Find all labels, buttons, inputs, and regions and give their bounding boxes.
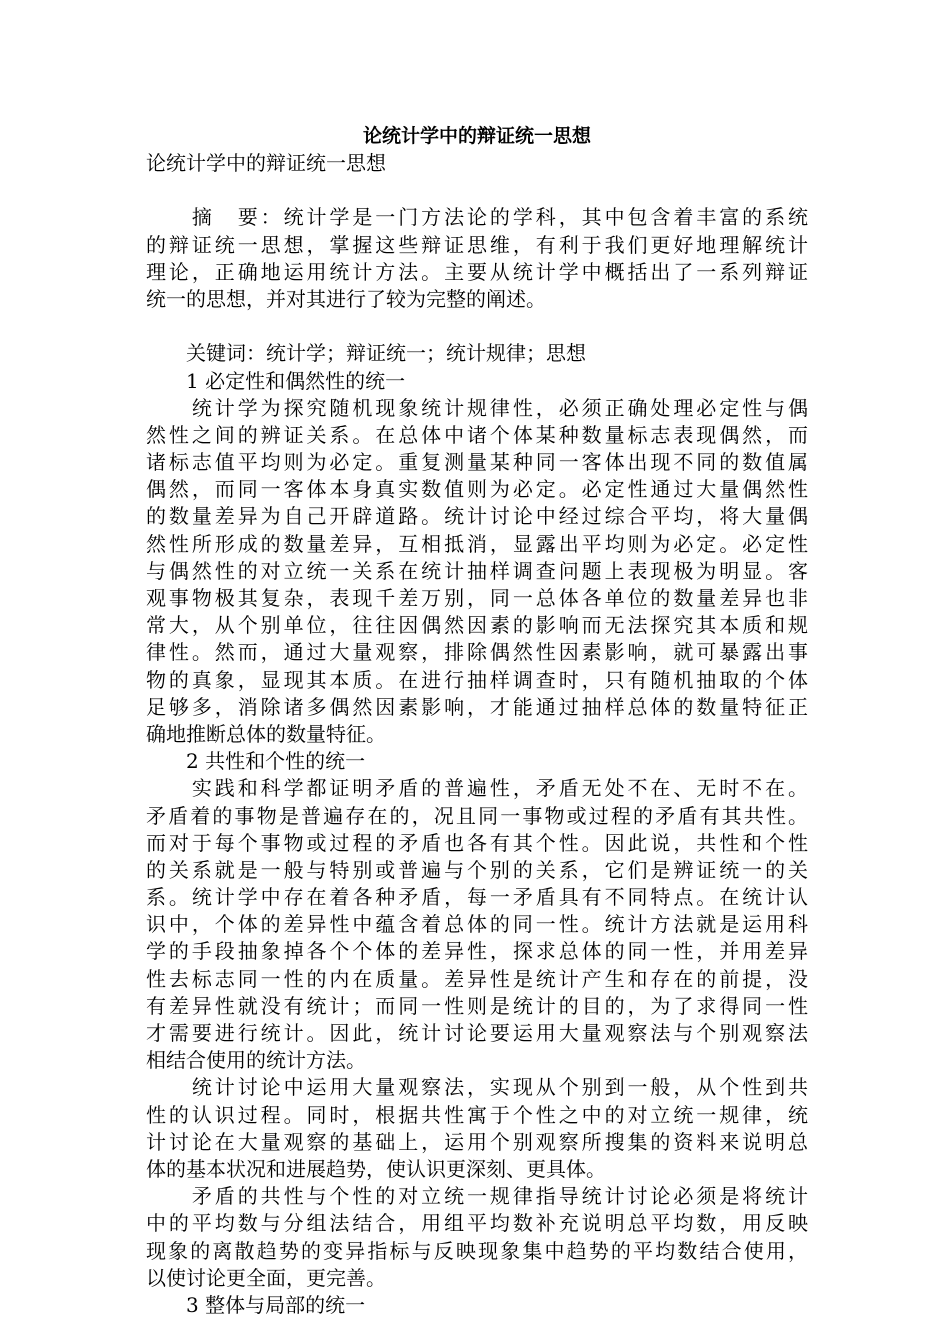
section	[146, 748, 808, 1292]
text-line: 确地推断总体的数量特征。	[146, 721, 386, 746]
section	[146, 1292, 808, 1319]
section	[146, 368, 808, 749]
text-line: 的关系就是一般与特别或普遍与个别的关系，它们是辨证统一的关	[146, 857, 808, 882]
text-line: 然性所形成的数量差异，互相抵消，显露出平均则为必定。必定性	[146, 531, 808, 556]
blank-line	[146, 177, 808, 204]
blank-line	[146, 313, 808, 340]
text-line: 矛盾的共性与个性的对立统一规律指导统计讨论必须是将统计	[146, 1184, 808, 1209]
text-line: 相结合使用的统计方法。	[146, 1048, 366, 1073]
text-line: 观事物极其复杂，表现千差万别，同一总体各单位的数量差异也非	[146, 586, 808, 610]
text-line: 统计学为探究随机现象统计规律性，必须正确处理必定性与偶	[146, 395, 808, 420]
text-line: 与偶然性的对立统一关系在统计抽样调查问题上表现极为明显。客	[146, 558, 808, 583]
text-line: 统计讨论中运用大量观察法，实现从个别到一般，从个性到共	[146, 1075, 808, 1100]
text-line: 系。统计学中存在着各种矛盾，每一矛盾具有不同特点。在统计认	[146, 885, 808, 910]
body-paragraph	[146, 775, 808, 1074]
abstract-paragraph	[146, 204, 808, 313]
text-line: 才需要进行统计。因此，统计讨论要运用大量观察法与个别观察法	[146, 1021, 808, 1045]
text-line: 统一的思想，并对其进行了较为完整的阐述。	[146, 286, 546, 311]
text-line: 物的真象，显现其本质。在进行抽样调查时，只有随机抽取的个体	[146, 667, 808, 692]
abstract	[146, 204, 808, 313]
text-line: 足够多，消除诸多偶然因素影响，才能通过抽样总体的数量特征正	[146, 694, 808, 719]
text-line: 常大，从个别单位，往往因偶然因素的影响而无法探究其本质和规	[146, 613, 808, 638]
text-line: 实践和科学都证明矛盾的普遍性，矛盾无处不在、无时不在。	[146, 776, 808, 801]
text-line: 然性之间的辨证关系。在总体中诸个体某种数量标志表现偶然，而	[146, 422, 808, 447]
text-line: 有差异性就没有统计；而同一性则是统计的目的，为了求得同一性	[146, 993, 808, 1018]
text-line: 诸标志值平均则为必定。重复测量某种同一客体出现不同的数值属	[146, 450, 808, 475]
text-line: 理论，正确地运用统计方法。主要从统计学中概括出了一系列辩证	[146, 259, 808, 284]
section-heading: 1 必定性和偶然性的统一	[146, 368, 406, 393]
text-line: 体的基本状况和进展趋势，使认识更深刻、更具体。	[146, 1156, 606, 1181]
body-paragraph	[146, 1074, 808, 1183]
text-line: 中的平均数与分组法结合，用组平均数补充说明总平均数，用反映	[146, 1211, 808, 1236]
section-heading: 3 整体与局部的统一	[146, 1292, 366, 1317]
text-line: 的辩证统一思想，掌握这些辩证思维，有利于我们更好地理解统计	[146, 232, 808, 257]
keywords-line: 关键词：统计学；辩证统一；统计规律；思想	[146, 341, 586, 366]
text-line: 偶然，而同一客体本身真实数值则为必定。必定性通过大量偶然性	[146, 477, 808, 502]
text-line: 而对于每个事物或过程的矛盾也各有其个性。因此说，共性和个性	[146, 830, 808, 855]
body-paragraph	[146, 1183, 808, 1292]
text-line: 的数量差异为自己开辟道路。统计讨论中经过综合平均，将大量偶	[146, 504, 808, 529]
text-line: 律性。然而，通过大量观察，排除偶然性因素影响，就可暴露出事	[146, 640, 808, 665]
body-paragraph	[146, 395, 808, 748]
text-line: 摘 要：统计学是一门方法论的学科，其中包含着丰富的系统	[146, 205, 808, 230]
document-title: 论统计学中的辩证统一思想	[362, 125, 591, 147]
text-line: 现象的离散趋势的变异指标与反映现象集中趋势的平均数结合使用，	[146, 1238, 808, 1263]
text-line: 计讨论在大量观察的基础上，运用个别观察所搜集的资料来说明总	[146, 1129, 808, 1154]
text-line: 识中，个体的差异性中蕴含着总体的同一性。统计方法就是运用科	[146, 912, 808, 937]
section-heading: 2 共性和个性的统一	[146, 749, 366, 774]
document-page	[146, 122, 808, 1319]
document-subtitle: 论统计学中的辩证统一思想	[146, 151, 386, 175]
text-line: 矛盾着的事物是普遍存在的，况且同一事物或过程的矛盾有其共性。	[146, 803, 808, 828]
text-line: 性的认识过程。同时，根据共性寓于个性之中的对立统一规律，统	[146, 1102, 808, 1127]
text-line: 学的手段抽象掉各个个体的差异性，探求总体的同一性，并用差异	[146, 939, 808, 964]
text-line: 以使讨论更全面，更完善。	[146, 1265, 386, 1290]
sections	[146, 368, 808, 1320]
text-line: 性去标志同一性的内在质量。差异性是统计产生和存在的前提，没	[146, 966, 808, 991]
